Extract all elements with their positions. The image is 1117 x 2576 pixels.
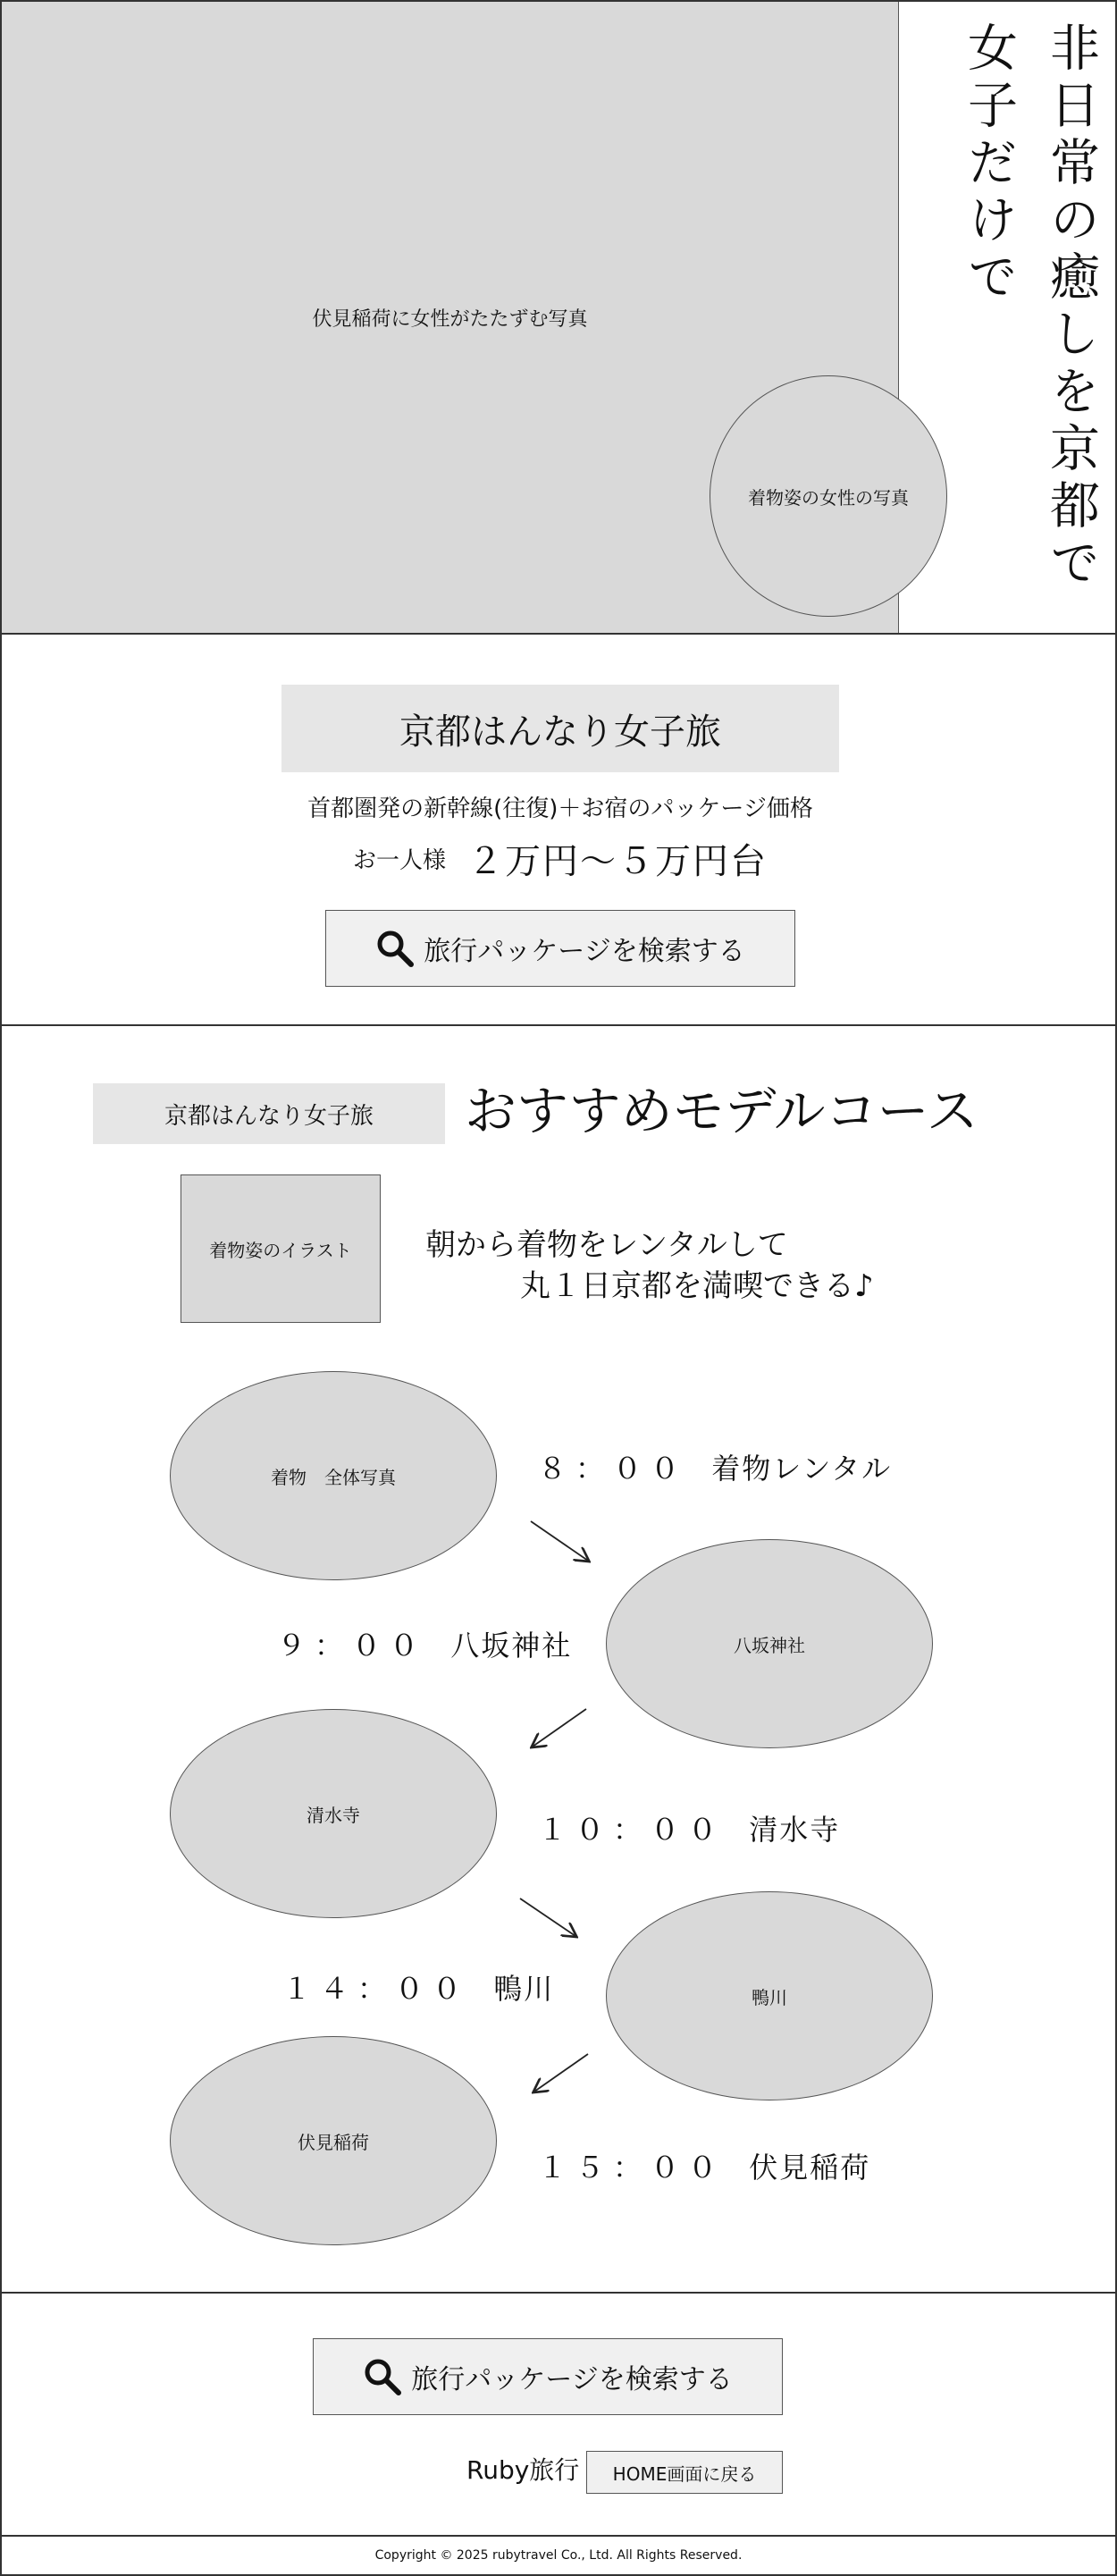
schedule-place: 八坂神社 [450, 1629, 573, 1663]
price-range: ２万円〜５万円台 [467, 840, 768, 882]
schedule-time: １０：００ [538, 1813, 726, 1847]
hero-circle-photo-caption: 着物姿の女性の写真 [748, 486, 909, 509]
schedule-time: １４：００ [282, 1972, 471, 2006]
hero-section [0, 0, 1117, 635]
stop-photo-caption: 着物 全体写真 [271, 1466, 396, 1488]
plan-title: 京都はんなり女子旅 [399, 711, 721, 753]
schedule-place: 着物レンタル [711, 1452, 893, 1486]
arrow-down-right [520, 1898, 575, 1936]
copyright-text: Copyright © 2025 rubytravel Co., Ltd. All Rights Reserved. [374, 2548, 743, 2563]
bottom-action-section [0, 2292, 1117, 2537]
hero-circle-photo [710, 375, 947, 617]
arrow-down-right [531, 1521, 588, 1561]
stop-photo-caption: 八坂神社 [734, 1634, 805, 1656]
arrow-down-left [534, 2054, 588, 2092]
course-lead-line1: 朝から着物をレンタルして [425, 1227, 788, 1263]
hero-main-photo-caption: 伏見稲荷に女性がたたずむ写真 [312, 307, 588, 331]
stop-photo-caption: 清水寺 [307, 1804, 360, 1826]
arrow-down-left [533, 1709, 586, 1747]
schedule-place: 伏見稲荷 [749, 2151, 871, 2185]
schedule-time: １５：００ [538, 2151, 726, 2185]
hero-catch-line1: 非日常の癒しを京都で [1042, 21, 1100, 593]
intro-section [0, 633, 1117, 1026]
search-icon [375, 929, 415, 968]
course-tag-label: 京都はんなり女子旅 [164, 1102, 374, 1130]
hero-catch-copy [931, 21, 1101, 620]
schedule-place: 清水寺 [749, 1813, 841, 1847]
schedule-time: ９：００ [277, 1629, 428, 1663]
route-arrows [2, 1026, 1115, 2292]
home-button[interactable]: HOME画面に戻る [586, 2451, 783, 2494]
schedule-time: ８：００ [538, 1452, 689, 1486]
price-prefix: お一人様 [352, 846, 446, 874]
search-package-label: 旅行パッケージを検索する [424, 936, 745, 967]
hero-catch-line2: 女子だけで [960, 21, 1018, 307]
copyright-bar [0, 2535, 1117, 2576]
plan-price-row [181, 833, 940, 883]
search-icon [363, 2357, 402, 2396]
stop-photo-caption: 伏見稲荷 [298, 2131, 369, 2153]
brand-name: Ruby旅行 [466, 2455, 580, 2485]
plan-description: 首都圏発の新幹線(往復)＋お宿のパッケージ価格 [307, 795, 813, 822]
search-package-label: 旅行パッケージを検索する [411, 2364, 733, 2395]
plan-title-box [281, 685, 839, 772]
search-package-button-bottom[interactable] [313, 2338, 783, 2415]
schedule-place: 鴨川 [493, 1972, 555, 2006]
course-heading: おすすめモデルコース [465, 1081, 978, 1141]
model-course-section [0, 1024, 1117, 2294]
search-package-button[interactable] [325, 910, 795, 987]
stop-photo-caption: 鴨川 [752, 1986, 787, 2008]
kimono-illustration-caption: 着物姿のイラスト [209, 1239, 352, 1261]
course-lead-line2: 丸１日京都を満喫できる♪ [520, 1268, 874, 1304]
